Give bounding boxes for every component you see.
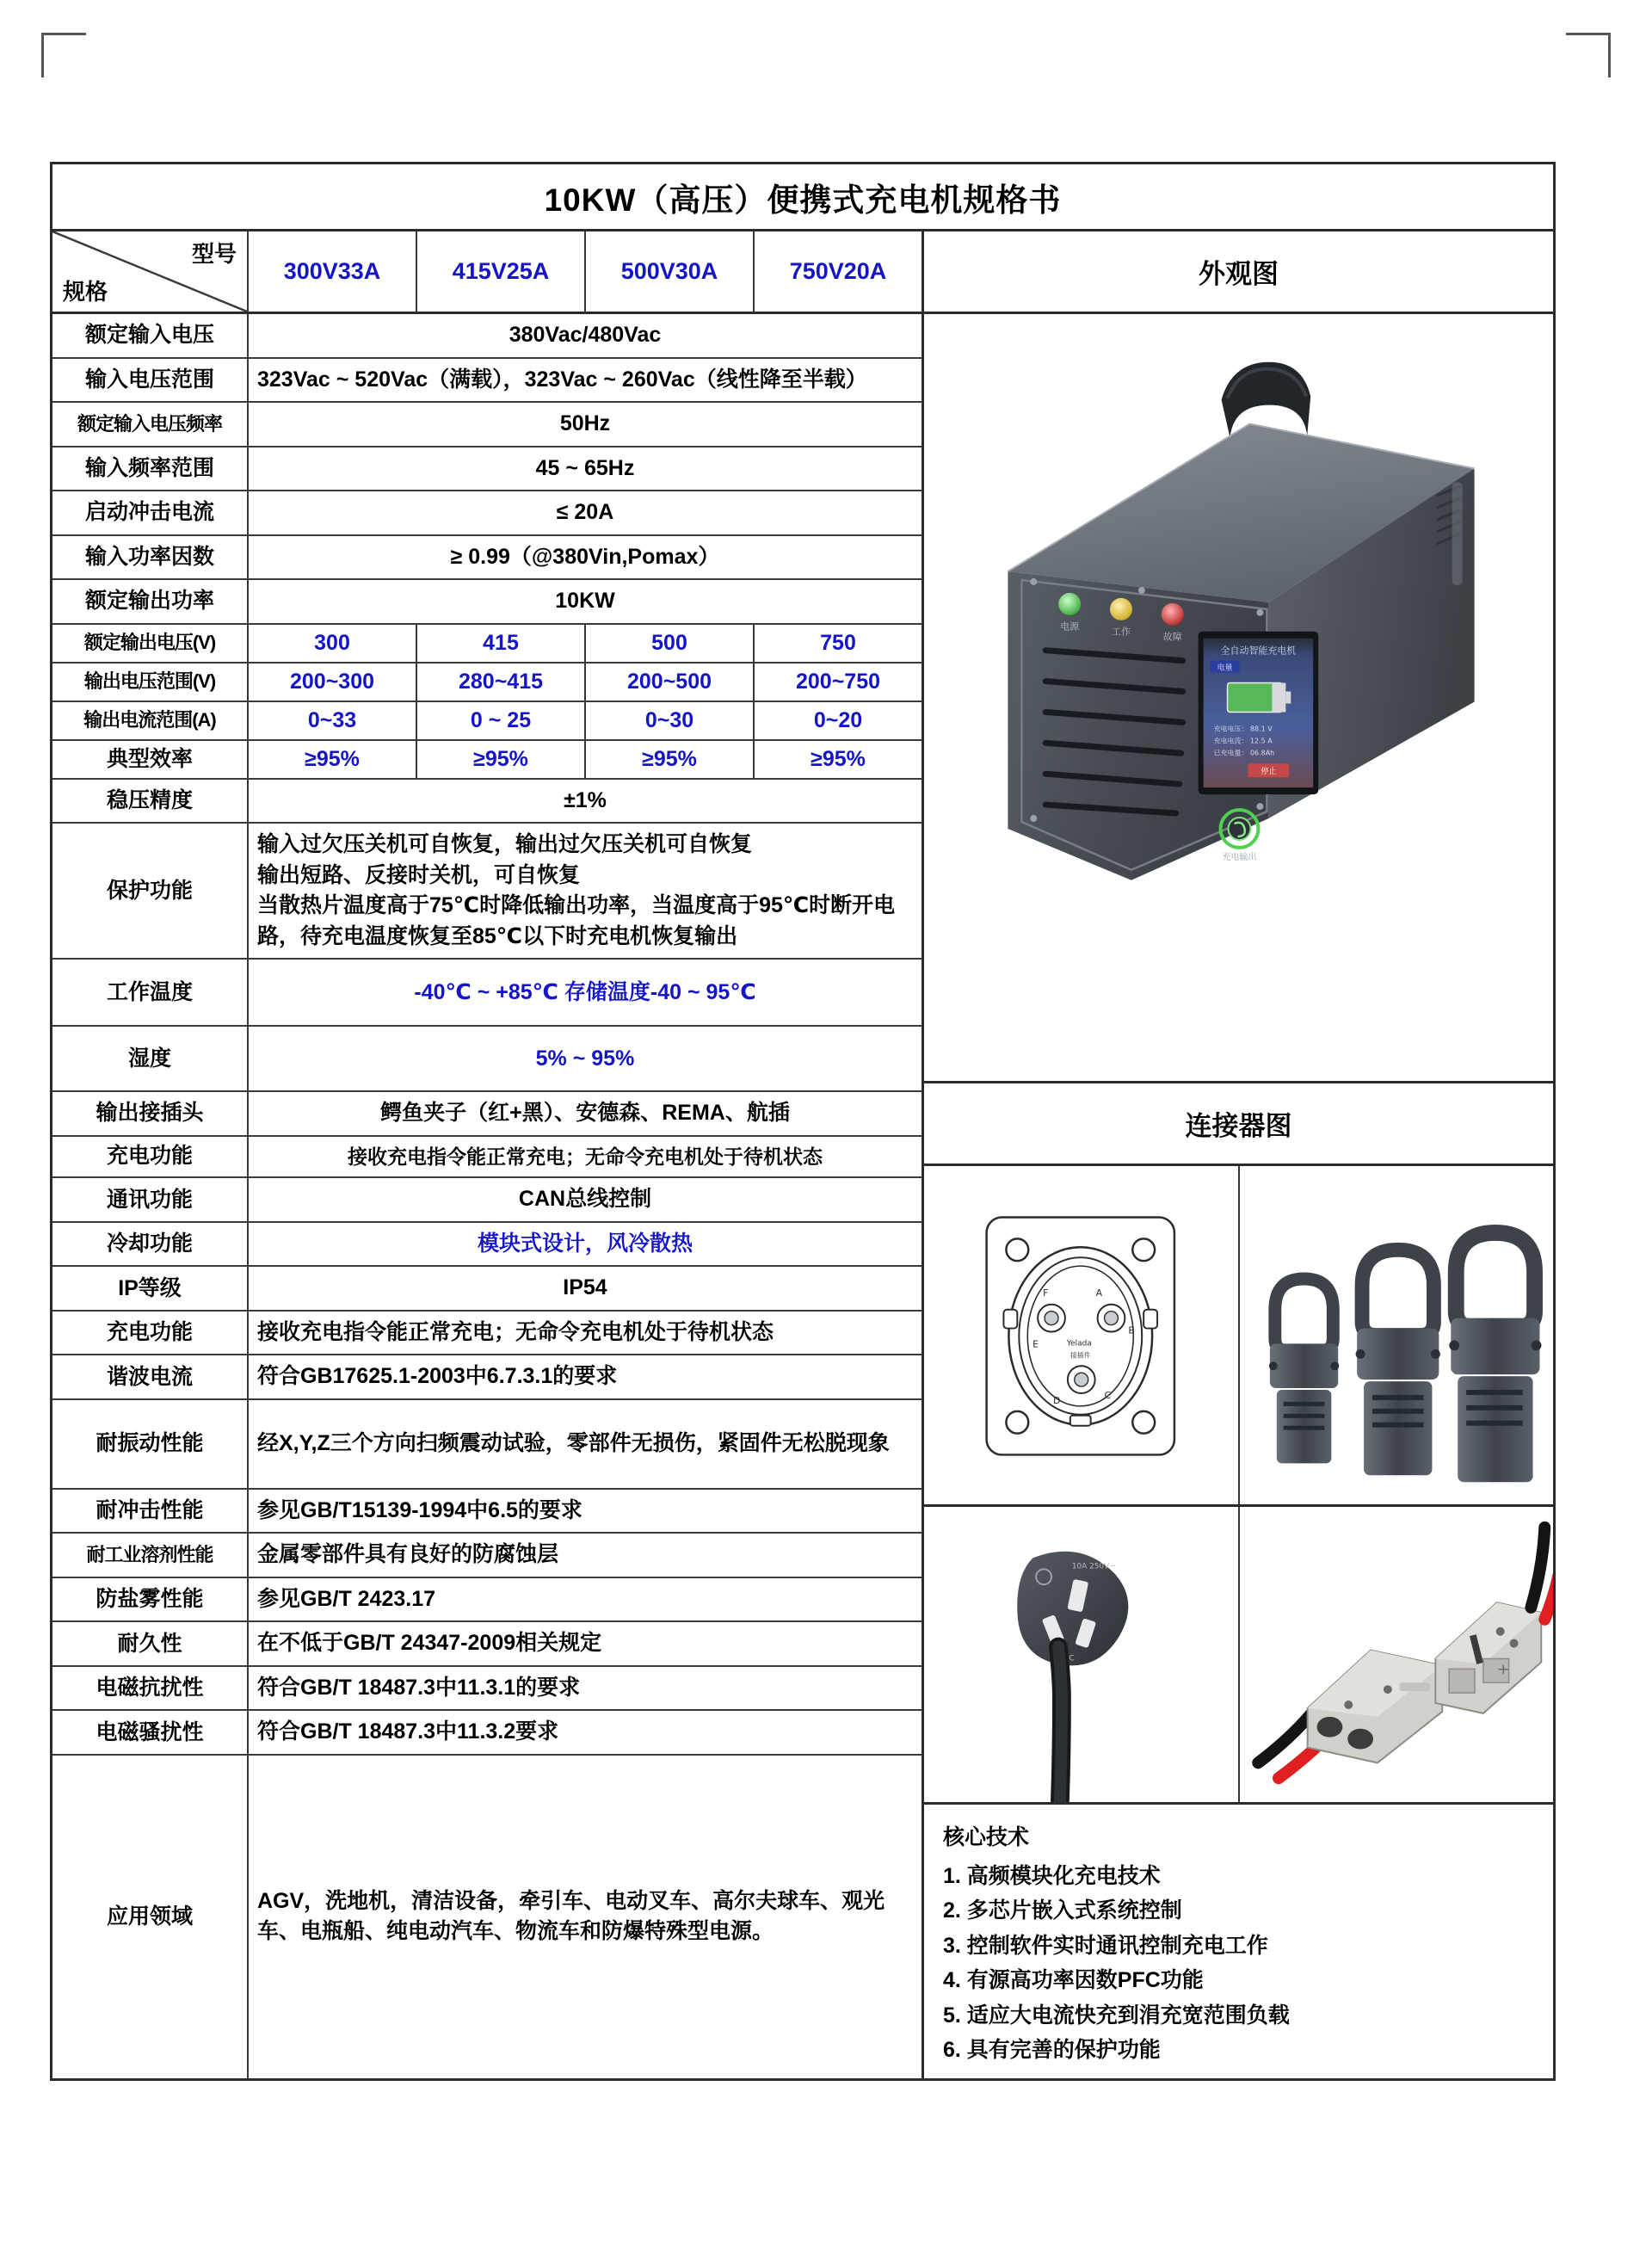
standard-value: 在不低于GB/T 24347-2009相关规定 [257, 1631, 602, 1656]
model-col-1: 300V33A [249, 231, 417, 312]
spec-value-cell: 符合GB17625.1-2003中6.7.3.1的要求 [257, 1364, 618, 1389]
spec-value-cell: 323Vac ~ 520Vac（满载），323Vac ~ 260Vac（线性降至半载） [257, 367, 867, 392]
spec-label-cell: 输入频率范围 [52, 448, 249, 491]
spec-value-cell: 50Hz [559, 411, 611, 435]
standard-value: 金属零部件具有良好的防腐蚀层 [257, 1542, 559, 1567]
standard-value: 参见GB/T 2423.17 [257, 1586, 436, 1611]
spec-label-cell: 充电功能 [52, 1312, 249, 1355]
spec-label-cell: IP等级 [52, 1267, 249, 1310]
spec-row [52, 491, 922, 536]
spec-value-cell: 模块式设计，风冷散热 [477, 1231, 693, 1256]
model-col-2: 415V25A [417, 231, 586, 312]
spec-label-cell: 输出电流范围(A) [52, 702, 249, 739]
anderson-connector-pair-icon [1240, 1507, 1554, 1802]
standard-label: 耐久性 [52, 1622, 249, 1665]
svg-text:充电电流： 12.5 A: 充电电流： 12.5 A [1213, 737, 1273, 745]
svg-text:Yelada: Yelada [1066, 1339, 1092, 1349]
svg-text:已充电量： 06.8Ah: 已充电量： 06.8Ah [1213, 749, 1275, 757]
svg-text:停止: 停止 [1261, 768, 1277, 777]
spec-label: 规格 [63, 279, 108, 305]
spec-row [52, 1312, 922, 1356]
anderson-housing-left [1307, 1651, 1442, 1763]
svg-text:充电电压： 88.1 V: 充电电压： 88.1 V [1213, 725, 1273, 733]
svg-text:A: A [1095, 1287, 1103, 1299]
spec-row [52, 314, 922, 359]
quad-value: 0~33 [249, 702, 417, 739]
spec-value-cell: 接收充电指令能正常充电；无命令充电机处于待机状态 [257, 1319, 774, 1344]
spec-value-cell: ±1% [564, 787, 607, 812]
standard-row [52, 1622, 922, 1667]
svg-text:+: + [1496, 1660, 1510, 1679]
spec-label-cell: 工作温度 [52, 960, 249, 1025]
ac-power-plug-icon [924, 1507, 1238, 1802]
core-tech-item: 1. 高频模块化充电技术 [943, 1863, 1161, 1888]
application-row [52, 1756, 922, 2078]
standard-label: 防盐雾性能 [52, 1578, 249, 1621]
quad-value: 0~30 [586, 702, 755, 739]
spec-row [52, 1092, 922, 1137]
model-label: 型号 [191, 241, 237, 267]
standard-row [52, 1490, 922, 1534]
spec-value-cell: 接收充电指令能正常充电；无命令充电机处于待机状态 [348, 1145, 823, 1168]
spec-row [52, 1223, 922, 1268]
application-label: 应用领域 [52, 1756, 249, 2078]
rema-plug-large [1449, 1232, 1541, 1482]
spec-row [52, 403, 922, 448]
core-tech-heading: 核心技术 [943, 1825, 1030, 1849]
svg-text:F: F [1043, 1287, 1049, 1299]
quad-value: 200~300 [249, 664, 417, 701]
quad-value: 415 [417, 625, 586, 662]
spec-label-cell: 典型效率 [52, 741, 249, 778]
spec-row-quad [52, 625, 922, 664]
spec-label-cell: 稳压精度 [52, 780, 249, 823]
spec-row [52, 1400, 922, 1490]
work-led-icon [1110, 598, 1132, 620]
spec-value-cell: 10KW [555, 589, 615, 613]
spec-label-cell: 输入电压范围 [52, 359, 249, 402]
core-tech-list [943, 1859, 1534, 2068]
spec-label-cell: 谐波电流 [52, 1355, 249, 1398]
quad-value: 280~415 [417, 664, 586, 701]
quad-value: 0 ~ 25 [417, 702, 586, 739]
rema-plug-medium [1355, 1250, 1439, 1475]
rema-plug-small [1268, 1279, 1338, 1463]
svg-text:充电输出: 充电输出 [1222, 852, 1257, 862]
quad-value: 500 [586, 625, 755, 662]
spec-value-cell: IP54 [563, 1275, 607, 1300]
illustration-column [924, 231, 1553, 2078]
ac-plug-cell [924, 1507, 1238, 1802]
spec-row [52, 1355, 922, 1400]
standard-label: 电磁抗扰性 [52, 1667, 249, 1710]
panel-socket-cell [924, 1166, 1238, 1504]
spec-label-cell: 输出电压范围(V) [52, 664, 249, 701]
core-tech-item: 4. 有源高功率因数PFC功能 [943, 1968, 1204, 1992]
protection-line: 输入过欠压关机可自恢复，输出过欠压关机可自恢复 [257, 832, 753, 857]
charger-photo-panel [924, 314, 1553, 1083]
spec-label-cell: 输入功率因数 [52, 536, 249, 579]
standard-row [52, 1534, 922, 1578]
rema-plugs-cell [1238, 1166, 1554, 1504]
svg-text:10A 250V~: 10A 250V~ [1071, 1562, 1116, 1571]
page-title: 10KW（高压）便携式充电机规格书 [544, 182, 1062, 218]
standard-row [52, 1667, 922, 1712]
spec-label-cell: 额定输入电压 [52, 314, 249, 357]
spec-row [52, 448, 922, 492]
quad-value: ≥95% [586, 741, 755, 778]
spec-value-cell: ≤ 20A [556, 500, 614, 524]
spec-value-cell: ≥ 0.99（@380Vin,Pomax） [450, 544, 720, 569]
spec-label-cell: 冷却功能 [52, 1223, 249, 1266]
connector-row-bottom [924, 1507, 1553, 1805]
quad-value: 200~500 [586, 664, 755, 701]
core-technology-panel [924, 1805, 1553, 2078]
spec-sheet [50, 162, 1556, 2081]
portable-charger-image [924, 314, 1553, 1081]
svg-text:故障: 故障 [1162, 631, 1182, 643]
specs-column [52, 231, 924, 2078]
quad-value: 750 [820, 630, 856, 655]
spec-row [52, 1267, 922, 1312]
spec-value-cell: 45 ~ 65Hz [535, 455, 635, 480]
quad-value: 200~750 [795, 669, 881, 694]
model-header-row [52, 231, 922, 314]
spec-label-cell: 充电功能 [52, 1137, 249, 1177]
svg-text:E: E [1032, 1338, 1039, 1350]
standard-value: 符合GB/T 18487.3中11.3.1的要求 [257, 1675, 581, 1700]
standard-label: 耐工业溶剂性能 [52, 1534, 249, 1577]
spec-row-quad [52, 741, 922, 780]
model-col-4: 750V20A [789, 258, 887, 284]
svg-text:电源: 电源 [1060, 620, 1080, 633]
quad-value: 300 [249, 625, 417, 662]
standard-row [52, 1578, 922, 1623]
standard-value: 参见GB/T15139-1994中6.5的要求 [257, 1497, 583, 1522]
power-led-icon [1058, 593, 1081, 615]
standard-label: 电磁骚扰性 [52, 1711, 249, 1754]
svg-text:C: C [1104, 1389, 1112, 1401]
spec-label-cell: 启动冲击电流 [52, 491, 249, 534]
protection-line: 当散热片温度高于75℃时降低输出功率，当温度高于95℃时断开电路，待充电温度恢复至85℃以下时充电机恢复输出 [257, 893, 896, 948]
svg-text:接插件: 接插件 [1069, 1351, 1091, 1360]
spec-label-cell: 额定输出电压(V) [52, 625, 249, 662]
core-tech-item: 2. 多芯片嵌入式系统控制 [943, 1898, 1182, 1923]
spec-row [52, 1027, 922, 1092]
protection-label: 保护功能 [52, 824, 249, 958]
rema-connector-trio-icon [1240, 1166, 1554, 1504]
protection-line: 输出短路、反接时关机，可自恢复 [257, 862, 581, 887]
quad-value: 0~20 [813, 707, 863, 732]
core-tech-item: 6. 具有完善的保护功能 [943, 2038, 1161, 2062]
spec-value-cell: 经X,Y,Z三个方向扫频震动试验，零部件无损伤，紧固件无松脱现象 [257, 1431, 890, 1456]
spec-row [52, 960, 922, 1027]
model-col-3: 500V30A [586, 231, 755, 312]
svg-text:D: D [1052, 1394, 1061, 1406]
spec-model-corner [52, 231, 249, 312]
aviation-panel-socket-icon [924, 1166, 1238, 1504]
spec-row [52, 1137, 922, 1179]
spec-value-cell: 鳄鱼夹子（红+黑）、安德森、REMA、航插 [380, 1101, 790, 1126]
spec-value-cell: 380Vac/480Vac [509, 323, 662, 347]
connector-row-top [924, 1166, 1553, 1507]
spec-row-quad [52, 702, 922, 741]
protection-row [52, 824, 922, 960]
core-tech-item: 5. 适应大电流快充到涓充宽范围负载 [943, 2003, 1290, 2028]
appearance-header: 外观图 [924, 231, 1553, 314]
spec-label-cell: 耐振动性能 [52, 1400, 249, 1488]
svg-text:工作: 工作 [1111, 626, 1131, 638]
spec-row [52, 1178, 922, 1223]
spec-row [52, 580, 922, 625]
protection-value [249, 824, 922, 958]
quad-value: ≥95% [811, 746, 866, 771]
connector-header: 连接器图 [924, 1083, 1553, 1166]
spec-value-cell: CAN总线控制 [518, 1187, 652, 1212]
core-tech-item: 3. 控制软件实时通讯控制充电工作 [943, 1933, 1268, 1958]
spec-row [52, 536, 922, 581]
spec-label-cell: 额定输入电压频率 [52, 403, 249, 446]
fault-led-icon [1162, 603, 1184, 626]
crop-mark-top-right [1566, 33, 1611, 77]
quad-value: ≥95% [417, 741, 586, 778]
standard-label: 耐冲击性能 [52, 1490, 249, 1533]
spec-row [52, 780, 922, 824]
document-title-bar [52, 164, 1553, 231]
spec-label-cell: 输出接插头 [52, 1092, 249, 1135]
spec-row-quad [52, 664, 922, 702]
application-value: AGV，洗地机，清洁设备，牵引车、电动叉车、高尔夫球车、观光车、电瓶船、纯电动汽车、物流车和防爆特殊型电源。 [257, 1888, 885, 1944]
anderson-cell [1238, 1507, 1554, 1802]
spec-row [52, 359, 922, 404]
spec-label-cell: 通讯功能 [52, 1178, 249, 1221]
svg-text:B: B [1128, 1324, 1135, 1336]
standard-value: 符合GB/T 18487.3中11.3.2要求 [257, 1719, 559, 1744]
spec-value-cell: 5% ~ 95% [535, 1046, 635, 1071]
standard-row [52, 1711, 922, 1756]
crop-mark-top-left [41, 33, 86, 77]
spec-label-cell: 湿度 [52, 1027, 249, 1090]
spec-value-cell: -40℃ ~ +85℃ 存储温度-40 ~ 95℃ [414, 979, 756, 1004]
anderson-housing-right [1435, 1602, 1541, 1713]
svg-text:全自动智能充电机: 全自动智能充电机 [1220, 645, 1297, 657]
svg-text:CCC: CCC [1057, 1654, 1075, 1664]
spec-label-cell: 额定输出功率 [52, 580, 249, 623]
svg-text:电量: 电量 [1217, 664, 1233, 673]
quad-value: ≥95% [249, 741, 417, 778]
